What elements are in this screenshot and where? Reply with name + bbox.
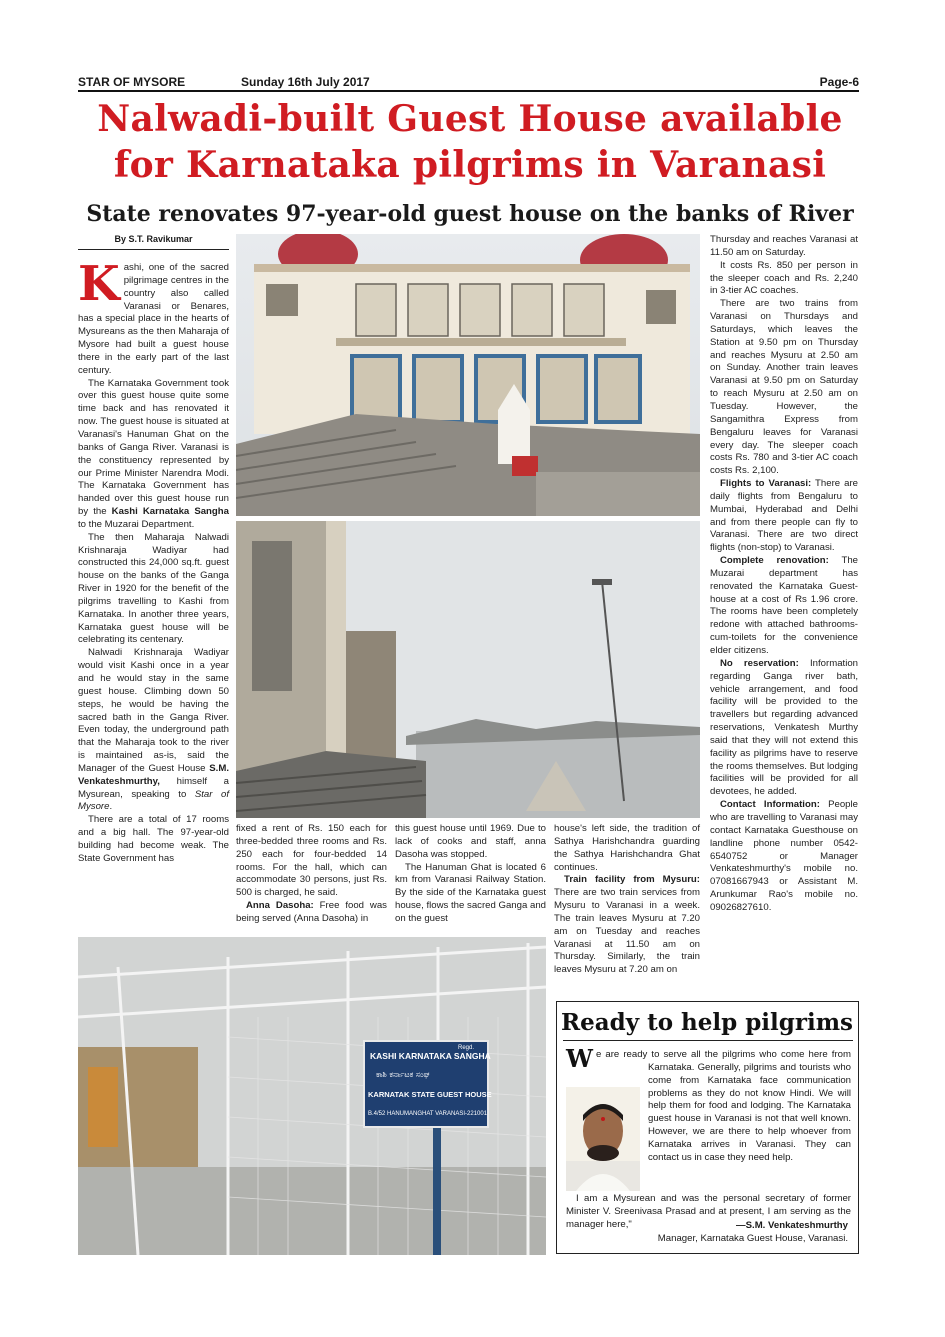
signature-designation: Manager, Karnataka Guest House, Varanasi. [657,1233,848,1244]
article-column-1 [78,256,229,866]
subhead-label: Flights to Varanasi: [720,478,812,490]
sidebar-drop-cap: W [566,1044,593,1073]
paragraph-text: Free food was being served (Anna Dasoha) in [236,900,387,924]
paragraph-text: People who are travelling to Varanasi may contact Karnataka Guesthouse on landline phone number 0542-6540752 or Manager Venkateshmurthy's mobile no. 07081667943 or Assistant M. Arunkumar Rao's mobile no. 09026827610. [710,799,858,913]
paragraph: this guest house until 1969. Due to lack of cooks and staff, anna Dasoha was stopped. [395,823,546,860]
subhead-label: No reservation: [720,657,799,669]
subhead-label: Anna Dasoha: [246,900,314,912]
drop-cap: K [78,256,120,312]
paragraph: The Hanuman Ghat is located 6 km from Varanasi Railway Station. By the side of the Karnataka guest house, flows the sacred Ganga and on the guest [395,861,546,924]
paragraph: There are a total of 17 rooms and a big hall. The 97-year-old building had become weak. The State Government has [78,814,229,864]
person-name: S.M. Venkateshmurthy, [78,762,229,787]
paragraph [78,378,229,532]
publication-name: Star of Mysore [78,788,229,813]
article-column-5 [710,234,858,915]
signboard-line-4: B.4/52 HANUMANGHAT VARANASI-221001 [368,1111,488,1117]
signature-name: —S.M. Venkateshmurthy [736,1220,848,1231]
sidebar-rule [563,1040,853,1041]
newspaper-name: STAR OF MYSORE [78,75,186,89]
headline [60,96,880,188]
guest-house-facade-photo [236,234,700,516]
sidebar-signature [658,1219,848,1245]
subhead-label: Train facility from Mysuru: [564,874,700,886]
sidebar-paragraph-2: I am a Mysurean and was the personal secretary of former Minister V. Sreenivasa Prasad and at present, I am serving as the manager here," [566,1193,851,1230]
paragraph [78,647,229,814]
paragraph-text: There are daily flights from Bengaluru to Mumbai, Hyderabad and Delhi and from there people can fly to Varanasi. There are two direct flights (non-stop) to Varanasi. [710,478,858,554]
signboard [364,1041,492,1127]
paragraph [78,256,229,378]
sidebar-paragraph-1: e are ready to serve all the pilgrims who come here from Karnataka. Generally, pilgrims and tourists who come from Karnataka face communication problems as they do not know Hindi. We will help them for food and lodging. The Karnataka guest house in Varanasi is not that well known. However, we are there to help whoever from Karnataka arrives in Varanasi. They can contact us in case they need help. [595,1049,851,1163]
paragraph [710,658,858,799]
signboard-line-1: KASHI KARNATAKA SANGHA [370,1051,491,1061]
sidebar-quote [566,1044,851,1232]
paragraph-text: ashi, one of the sacred pilgrimage centres in the country also called Varanasi or Benares, has a special place in the hearts of Mysureans as the then Maharaja of Mysore had built a guest house there in the early part of the last century. [78,262,229,376]
article-column-4 [554,823,700,977]
paragraph [236,900,387,926]
paragraph-text: The Karnataka Government took over this guest house quite some time back and has renovated it now. The guest house is situated at Varanasi's Hanuman Ghat on the banks of Ganga River. Varanasi is the constituency represented by our Prime Minister Narendra Modi. The Karnataka Government has handed over this guest house run by the [78,377,229,518]
subhead-label: Complete renovation: [720,555,829,567]
headline-line-1: Nalwadi-built Guest House available [97,98,843,140]
page-number: Page-6 [819,75,859,89]
sidebar-title: Ready to help pilgrims [560,1009,854,1036]
signboard-regd: Regd. [458,1045,475,1051]
paragraph: It costs Rs. 850 per person in the sleeper coach and Rs. 2,240 in 3-tier AC coaches. [710,259,858,297]
byline: By S.T. Ravikumar [114,234,193,244]
paragraph [710,555,858,658]
paragraph: There are two trains from Varanasi on Thursdays and Saturdays, which leaves the Station at 9.50 pm on Thursday and reaches Mysuru at 2.50 am on Sunday. Another train leaves Varanasi at 9.50 pm on Saturday to reach Mysuru at 2.50 am on Tuesday. However, the Sangamithra Express from Bengaluru leaves for Varanasi every day. The sleeper coach costs Rs. 780 and 3-tier AC coach costs Rs. 2,100. [710,298,858,477]
paragraph-text: There are two train services from Mysuru to Varanasi in a week. The train leaves Mysuru at 7.20 am on Tuesday and reaches Varanasi at 11.50 am on Thursday. Similarly, the train leaves Mysuru at 7.20 am on [554,887,700,976]
issue-date: Sunday 16th July 2017 [241,75,370,89]
paragraph-text: The Muzarai department has renovated the Karnataka Guest-house at a cost of Rs 1.96 crore. The rooms have been completely redone with attached bathrooms-cum-toilets for the convenience elder citizens. [710,555,858,656]
signboard-line-2: ಕಾಶಿ ಕರ್ನಾಟಕ ಸಂಘ [376,1070,430,1079]
signboard-line-3: KARNATAK STATE GUEST HOUSE [368,1090,492,1099]
byline-rule [78,249,229,250]
paragraph: Thursday and reaches Varanasi at 11.50 am on Saturday. [710,234,858,258]
paragraph: house's left side, the tradition of Sathya Harishchandra guarding the Sathya Harishchandra Ghat continues. [554,823,700,873]
paragraph [554,874,700,977]
masthead-rule [78,90,859,92]
paragraph: The then Maharaja Nalwadi Krishnaraja Wadiyar had constructed this 24,000 sq.ft. guest house on the banks of the Ganga River in 1920 for the benefit of the pilgrims travelling to Kashi from Karnataka. In another three years, Karnataka guest house will be celebrating its centenary. [78,531,229,646]
article-column-2 [236,823,387,926]
article-column-3 [395,823,546,926]
paragraph-text: Nalwadi Krishnaraja Wadiyar would visit Kashi once in a year and he would stay in the same guest house. Climbing down 50 steps, he would be having the sacred bath in the Ganga River. Even today, the underground path that the Maharaja took to the river is maintained as-is, said the Manager of the Guest House [78,647,229,774]
paragraph-text: to the Muzarai Department. [78,518,195,530]
paragraph-text: himself a Mysurean, speaking to [78,775,229,800]
masthead [78,74,859,90]
paragraph-text: . [109,801,113,813]
paragraph [710,799,858,915]
paragraph: fixed a rent of Rs. 150 each for three-bedded three rooms and Rs. 250 each for four-bedded 14 rooms. For the hall, which can accommodate 30 persons, just Rs. 500 is charged, he said. [236,823,387,899]
guest-house-entrance-photo [78,937,546,1255]
headline-line-2: for Karnataka pilgrims in Varanasi [113,144,827,186]
ganga-ghat-photo [236,521,700,818]
org-name: Kashi Karnataka Sangha [111,506,229,518]
paragraph [710,478,858,555]
manager-portrait [566,1087,640,1191]
paragraph-text: Information regarding Ganga river bath, vehicle arrangement, and food facility will be provided to the travellers but regarding advanced reservations, Venkatesh Murthy said that they will not extend this facility as pilgrims have to reserve the rooms themselves. But lodging facilities will be provided for all devotees, he added. [710,657,858,798]
subheadline: State renovates 97-year-old guest house on the banks of River [86,201,854,227]
subhead-label: Contact Information: [720,799,820,811]
sidebar-box [556,1001,859,1254]
